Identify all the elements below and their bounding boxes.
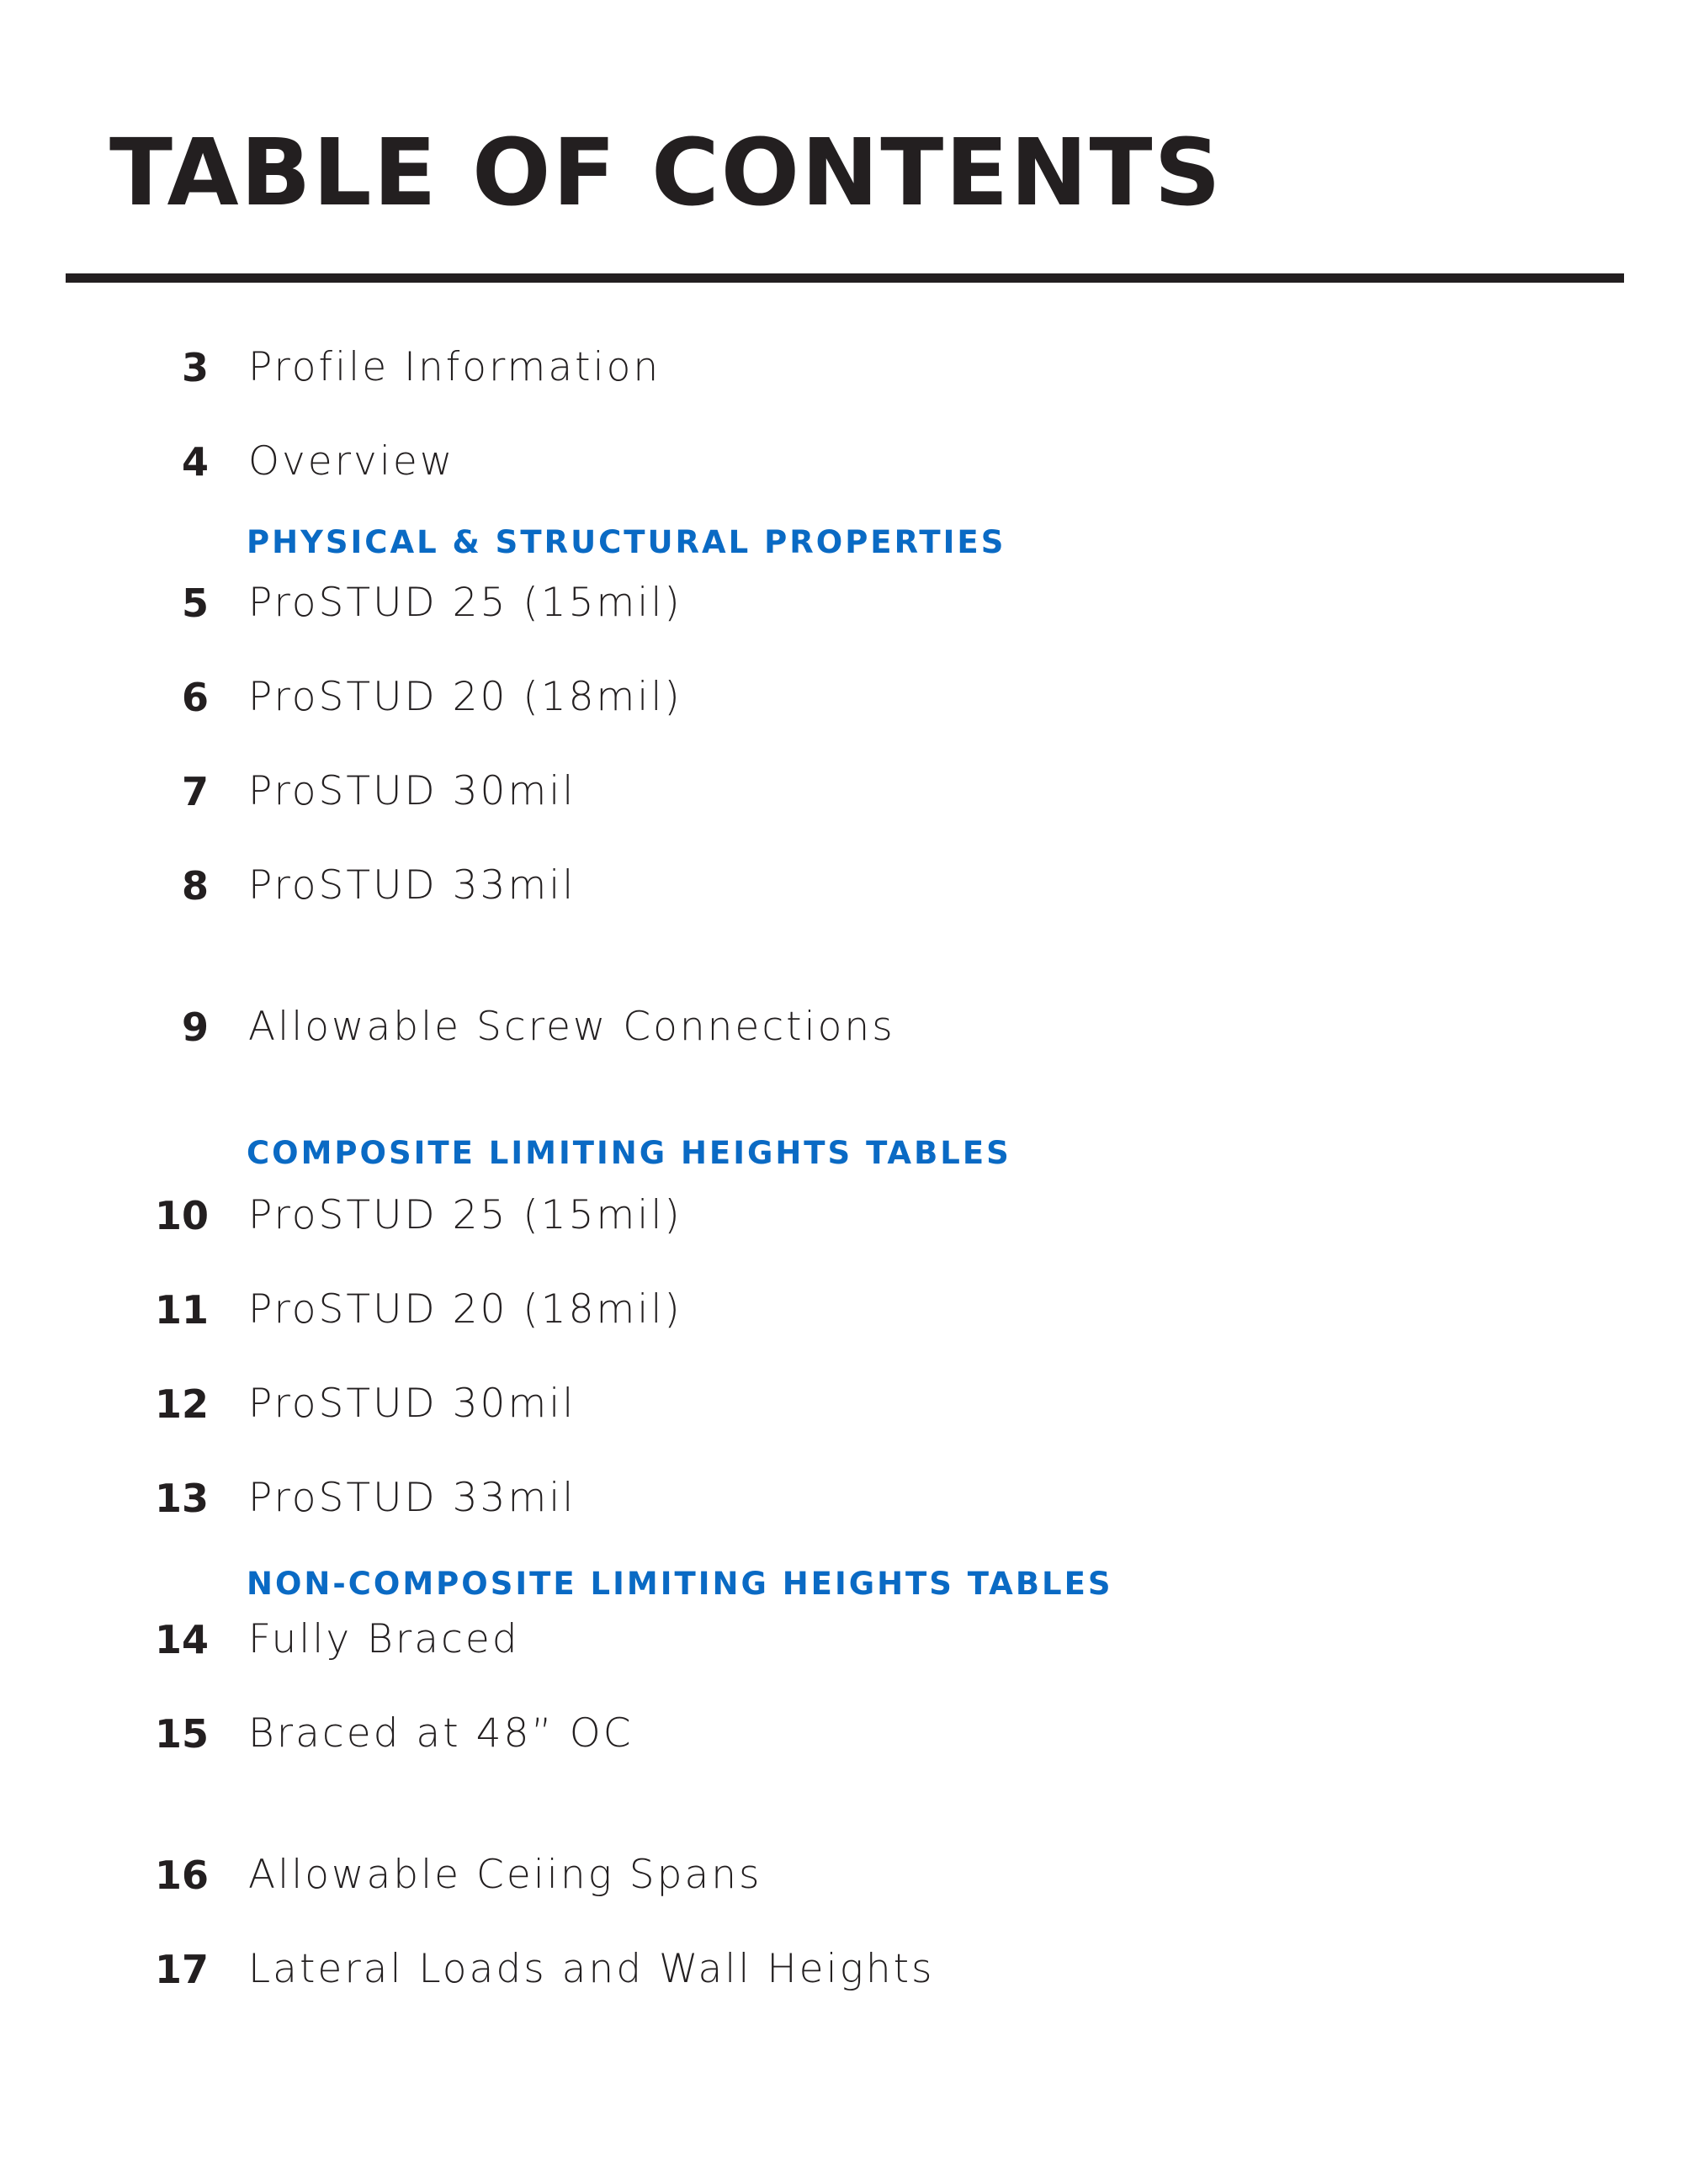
toc-entry-prostud-20[interactable] xyxy=(0,668,1262,727)
toc-entry-label: Overview xyxy=(248,438,455,485)
toc-entry-prostud-30mil[interactable] xyxy=(0,762,1262,821)
toc-entry-prostud-33mil[interactable] xyxy=(0,856,1262,915)
toc-page-number: 17 xyxy=(154,1947,209,1992)
toc-page-number: 10 xyxy=(154,1193,209,1238)
toc-entry-label: ProSTUD 25 (15mil) xyxy=(248,1192,682,1238)
toc-entry-label: Allowable Ceiing Spans xyxy=(248,1852,762,1898)
toc-page-number: 14 xyxy=(154,1617,209,1662)
toc-entry-allowable-ceiling-spans[interactable] xyxy=(0,1846,1262,1905)
section-heading-composite-limiting-heights: COMPOSITE LIMITING HEIGHTS TABLES xyxy=(247,1135,1011,1171)
toc-entry-overview[interactable] xyxy=(0,432,1262,491)
title-divider xyxy=(66,273,1624,283)
toc-entry-label: Lateral Loads and Wall Heights xyxy=(248,1946,935,1992)
toc-entry-label: ProSTUD 33mil xyxy=(248,862,576,909)
toc-entry-label: ProSTUD 30mil xyxy=(248,1381,576,1427)
toc-entry-lateral-loads-wall-heights[interactable] xyxy=(0,1940,1262,1999)
toc-page-number: 8 xyxy=(181,863,209,909)
toc-entry-label: ProSTUD 25 (15mil) xyxy=(248,580,682,626)
toc-entry-prostud-33mil-composite[interactable] xyxy=(0,1469,1262,1528)
toc-entry-label: Braced at 48” OC xyxy=(248,1710,634,1757)
toc-entry-prostud-25-composite[interactable] xyxy=(0,1186,1262,1245)
toc-entry-braced-48-oc[interactable] xyxy=(0,1704,1262,1763)
toc-page-number: 15 xyxy=(154,1711,209,1757)
section-heading-physical-structural: PHYSICAL & STRUCTURAL PROPERTIES xyxy=(247,524,1006,560)
toc-page-number: 4 xyxy=(181,439,209,485)
toc-page-number: 7 xyxy=(181,769,209,814)
page-title: TABLE OF CONTENTS xyxy=(109,119,1223,226)
toc-entry-profile-information[interactable] xyxy=(0,338,1262,397)
toc-page-number: 9 xyxy=(181,1005,209,1050)
toc-entry-label: ProSTUD 20 (18mil) xyxy=(248,674,682,720)
toc-page-number: 12 xyxy=(154,1381,209,1427)
toc-entry-label: Fully Braced xyxy=(248,1616,520,1662)
toc-page-number: 13 xyxy=(154,1476,209,1521)
toc-page-number: 11 xyxy=(154,1287,209,1333)
toc-entry-allowable-screw-connections[interactable] xyxy=(0,998,1262,1057)
toc-page-number: 6 xyxy=(181,675,209,720)
toc-entry-label: ProSTUD 30mil xyxy=(248,768,576,814)
toc-page-number: 5 xyxy=(181,580,209,626)
toc-page-number: 3 xyxy=(181,345,209,390)
toc-entry-prostud-20-composite[interactable] xyxy=(0,1280,1262,1339)
toc-entry-fully-braced[interactable] xyxy=(0,1610,1262,1669)
toc-entry-label: ProSTUD 20 (18mil) xyxy=(248,1286,682,1333)
section-heading-non-composite-limiting-heights: NON-COMPOSITE LIMITING HEIGHTS TABLES xyxy=(247,1566,1113,1602)
toc-entry-label: Allowable Screw Connections xyxy=(248,1004,895,1050)
toc-entry-prostud-25[interactable] xyxy=(0,574,1262,633)
toc-entry-prostud-30mil-composite[interactable] xyxy=(0,1375,1262,1434)
toc-entry-label: Profile Information xyxy=(248,344,661,390)
toc-entry-label: ProSTUD 33mil xyxy=(248,1475,576,1521)
toc-page-number: 16 xyxy=(154,1853,209,1898)
